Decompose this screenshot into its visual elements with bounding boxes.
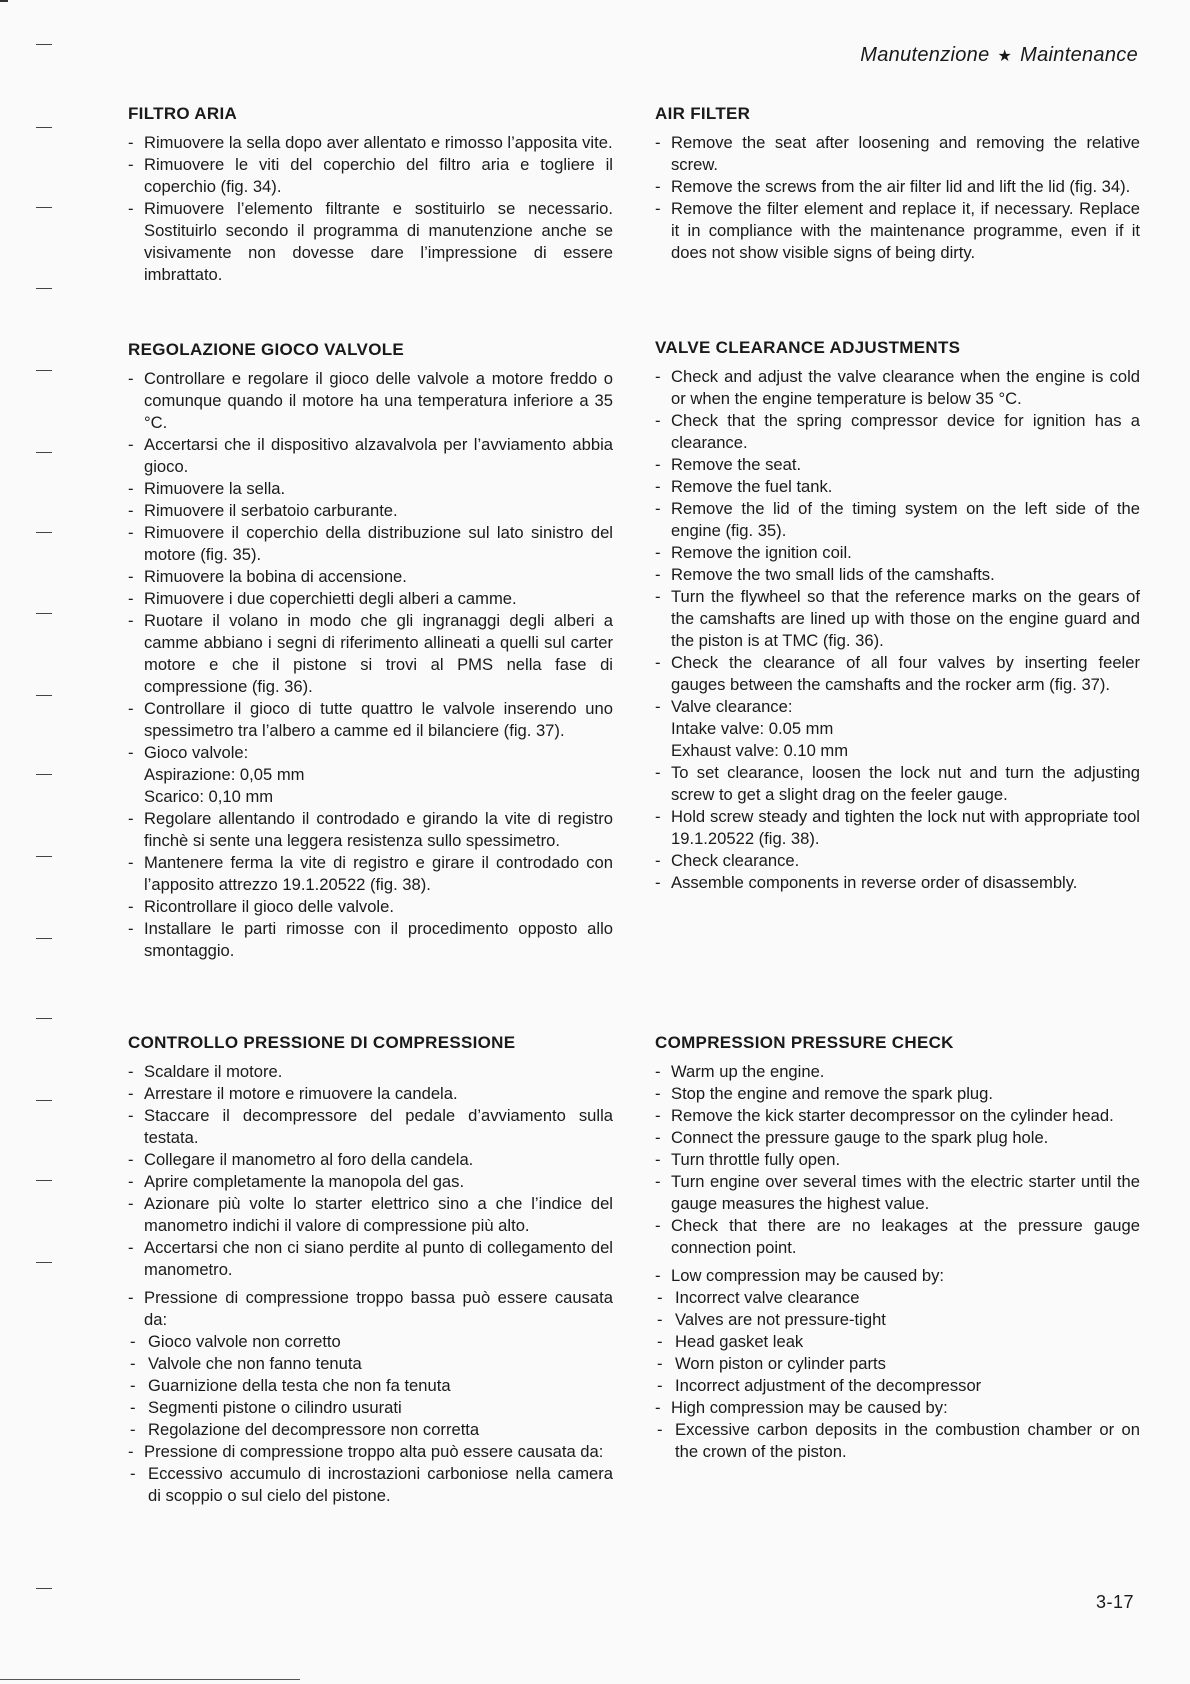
clearance-exhaust: Exhaust valve: 0.10 mm [671,741,849,760]
section-compression-check [655,1033,1140,1463]
list-item: - Remove the fuel tank. [655,476,1140,498]
margin-mark [36,370,52,371]
step-list [128,132,613,286]
section-title: COMPRESSION PRESSURE CHECK [655,1033,954,1052]
list-item: - Rimuovere la bobina di accensione. [128,566,613,588]
margin-mark [36,695,52,696]
list-item: - Rimuovere l’elemento filtrante e sostituirlo se necessario. Sostituirlo secondo il programma di manutenzione anche se visivamente non dovesse dare l’impressione di essere imbrattato. [128,198,613,286]
list-item: - Rimuovere la sella dopo aver allentato e rimosso l’apposita vite. [128,132,613,154]
sub-list-item: - Head gasket leak [657,1331,1140,1353]
list-item: - Assemble components in reverse order of disassembly. [655,872,1140,894]
step-list [655,366,1140,894]
low-compression-title: - Pressione di compressione troppo bassa può essere causata da: [128,1287,613,1331]
step-list [128,368,613,962]
list-item: - Remove the lid of the timing system on the left side of the engine (fig. 35). [655,498,1140,542]
step-list [128,1441,613,1463]
bottom-rule [0,1679,300,1680]
list-item: - Rimuovere il serbatoio carburante. [128,500,613,522]
list-item: - Installare le parti rimosse con il procedimento opposto allo smontaggio. [128,918,613,962]
margin-mark [36,1018,52,1019]
list-item: - Ricontrollare il gioco delle valvole. [128,896,613,918]
list-item: - Controllare e regolare il gioco delle valvole a motore freddo o comunque quando il motore ha una temperatura inferiore a 35 °C. [128,368,613,434]
margin-mark [36,532,52,533]
step-list [655,132,1140,264]
header-italian: Manutenzione [860,44,990,66]
step-list [655,1061,1140,1287]
list-item: - Remove the filter element and replace it, if necessary. Replace it in compliance with the maintenance programme, even if it does not show visible signs of being dirty. [655,198,1140,264]
sub-list-item: - Incorrect valve clearance [657,1287,1140,1309]
section-gioco-valvole [128,340,613,962]
list-item: - Check the clearance of all four valves by inserting feeler gauges between the camshafts and the rocker arm (fig. 37). [655,652,1140,696]
list-item: - Mantenere ferma la vite di registro e girare il controdado con l’apposito attrezzo 19.1.20522 (fig. 38). [128,852,613,896]
sub-list-item: - Worn piston or cylinder parts [657,1353,1140,1375]
low-compression-title: - Low compression may be caused by: [655,1265,1140,1287]
list-item: - Rimuovere le viti del coperchio del filtro aria e togliere il coperchio (fig. 34). [128,154,613,198]
section-filtro-aria [128,104,613,286]
header-star: ★ [997,48,1013,65]
list-item: - Remove the two small lids of the camshafts. [655,564,1140,586]
list-item: - Remove the kick starter decompressor on the cylinder head. [655,1105,1140,1127]
list-item: - Check that there are no leakages at the pressure gauge connection point. [655,1215,1140,1259]
margin-mark [36,774,52,775]
sub-list [130,1331,613,1441]
list-item: - Valve clearance: [655,696,1140,718]
section-title: VALVE CLEARANCE ADJUSTMENTS [655,338,961,357]
list-item: - Collegare il manometro al foro della candela. [128,1149,613,1171]
list-item: - Rimuovere i due coperchietti degli alberi a camme. [128,588,613,610]
step-list [655,1397,1140,1419]
list-item: - Remove the seat after loosening and removing the relative screw. [655,132,1140,176]
sub-list-item: - Valves are not pressure-tight [657,1309,1140,1331]
list-item: - Connect the pressure gauge to the spark plug hole. [655,1127,1140,1149]
list-item: - Arrestare il motore e rimuovere la candela. [128,1083,613,1105]
list-item: - Warm up the engine. [655,1061,1140,1083]
list-item: - Turn engine over several times with the electric starter until the gauge measures the highest value. [655,1171,1140,1215]
margin-mark [36,938,52,939]
clearance-intake: Intake valve: 0.05 mm [671,719,834,738]
list-item: - Check and adjust the valve clearance when the engine is cold or when the engine temperature is below 35 °C. [655,366,1140,410]
sub-list [657,1419,1140,1463]
sub-list-item: - Segmenti pistone o cilindro usurati [130,1397,613,1419]
margin-mark [36,207,52,208]
section-pressione-compressione [128,1033,613,1507]
sub-list-item: - Guarnizione della testa che non fa tenuta [130,1375,613,1397]
list-item: - Regolare allentando il controdado e girando la vite di registro finchè si sente una leggera resistenza sullo spessimetro. [128,808,613,852]
section-title: REGOLAZIONE GIOCO VALVOLE [128,340,405,359]
margin-mark [36,613,52,614]
sub-list-item: - Incorrect adjustment of the decompressor [657,1375,1140,1397]
list-item: - Gioco valvole: [128,742,613,764]
list-item: - Remove the seat. [655,454,1140,476]
section-air-filter [655,104,1140,264]
list-item: - Check clearance. [655,850,1140,872]
list-item: - Aprire completamente la manopola del gas. [128,1171,613,1193]
section-title: CONTROLLO PRESSIONE DI COMPRESSIONE [128,1033,516,1052]
page-edge-mark [0,0,8,2]
margin-mark [36,127,52,128]
sub-list [130,1463,613,1507]
list-item: - Accertarsi che non ci siano perdite al punto di collegamento del manometro. [128,1237,613,1281]
sub-list-item: - Regolazione del decompressore non corretta [130,1419,613,1441]
margin-mark [36,1262,52,1263]
clearance-intake: Aspirazione: 0,05 mm [144,765,305,784]
list-item: - Staccare il decompressore del pedale d’avviamento sulla testata. [128,1105,613,1149]
sub-list-item: - Excessive carbon deposits in the combustion chamber or on the crown of the piston. [657,1419,1140,1463]
list-item: - Controllare il gioco di tutte quattro le valvole inserendo uno spessimetro tra l’albero a camme ed il bilanciere (fig. 37). [128,698,613,742]
list-item: - To set clearance, loosen the lock nut and turn the adjusting screw to get a slight drag on the feeler gauge. [655,762,1140,806]
list-item: - Remove the screws from the air filter lid and lift the lid (fig. 34). [655,176,1140,198]
list-item: - Accertarsi che il dispositivo alzavalvola per l’avviamento abbia gioco. [128,434,613,478]
running-header [860,44,1138,67]
margin-mark [36,856,52,857]
margin-mark [36,1588,52,1589]
high-compression-title: - High compression may be caused by: [655,1397,1140,1419]
list-item: - Stop the engine and remove the spark plug. [655,1083,1140,1105]
step-list [128,1061,613,1331]
list-item: - Rimuovere il coperchio della distribuzione sul lato sinistro del motore (fig. 35). [128,522,613,566]
section-valve-clearance [655,338,1140,894]
margin-mark [36,44,52,45]
clearance-exhaust: Scarico: 0,10 mm [144,787,274,806]
page-number: 3-17 [1095,1592,1134,1612]
list-item: - Turn the flywheel so that the reference marks on the gears of the camshafts are lined up with those on the engine guard and the piston is at TMC (fig. 36). [655,586,1140,652]
high-compression-title: - Pressione di compressione troppo alta può essere causata da: [128,1441,613,1463]
list-item: - Rimuovere la sella. [128,478,613,500]
section-title: FILTRO ARIA [128,104,238,123]
list-item: - Scaldare il motore. [128,1061,613,1083]
sub-list [657,1287,1140,1397]
sub-list-item: - Eccessivo accumulo di incrostazioni carboniose nella camera di scoppio o sul cielo del pistone. [130,1463,613,1507]
list-item: - Remove the ignition coil. [655,542,1140,564]
sub-list-item: - Valvole che non fanno tenuta [130,1353,613,1375]
margin-mark [36,1180,52,1181]
list-item: - Check that the spring compressor device for ignition has a clearance. [655,410,1140,454]
header-english: Maintenance [1020,44,1138,66]
sub-list-item: - Gioco valvole non corretto [130,1331,613,1353]
margin-mark [36,452,52,453]
list-item: - Ruotare il volano in modo che gli ingranaggi degli alberi a camme abbiano i segni di riferimento allineati a quelli sul carter motore e che il pistone si trovi al PMS nella fase di compressione (fig. 36). [128,610,613,698]
margin-mark [36,288,52,289]
section-title: AIR FILTER [655,104,751,123]
margin-mark [36,1100,52,1101]
list-item: - Turn throttle fully open. [655,1149,1140,1171]
list-item: - Hold screw steady and tighten the lock nut with appropriate tool 19.1.20522 (fig. 38). [655,806,1140,850]
list-item: - Azionare più volte lo starter elettrico sino a che l’indice del manometro indichi il valore di compressione più alto. [128,1193,613,1237]
